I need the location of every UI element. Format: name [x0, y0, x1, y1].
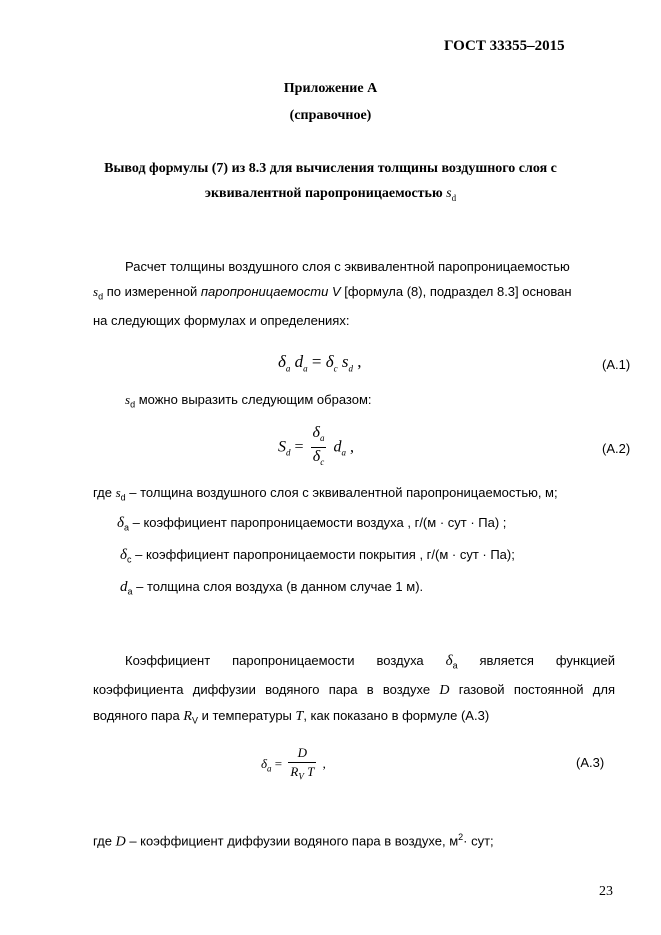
where-item-delta-c	[120, 547, 515, 565]
sd-symbol: s	[93, 283, 99, 299]
sd-subscript: d	[451, 192, 457, 203]
superscript: 2	[458, 832, 464, 842]
delta-symbol: δ	[278, 352, 286, 371]
fraction-denominator	[288, 763, 316, 786]
subscript: a	[303, 363, 308, 374]
intro-line-1: Расчет толщины воздушного слоя с эквивалентной паропроницаемостью	[125, 259, 570, 274]
where-item-d-a	[120, 579, 423, 597]
R-symbol: R	[183, 708, 192, 724]
sd-subscript: d	[98, 291, 104, 302]
where-text: – толщина слоя воздуха (в данном случае 1 м).	[132, 579, 424, 594]
subscript: a	[267, 763, 272, 774]
subscript: a	[452, 660, 458, 671]
fraction	[311, 424, 327, 471]
fraction-denominator	[311, 448, 327, 471]
para2-line-1	[93, 649, 615, 678]
where-text: – толщина воздушного слоя с эквивалентной паропроницаемостью, м;	[125, 485, 558, 500]
subscript: c	[333, 363, 338, 374]
D-symbol: D	[115, 834, 126, 850]
heading-text: эквивалентной паропроницаемостью	[204, 186, 447, 201]
sd-expression-line	[125, 392, 372, 410]
equation-a2	[278, 424, 354, 471]
heading-line-2	[0, 186, 661, 203]
comma: ,	[349, 438, 354, 456]
T-symbol: T	[307, 764, 315, 779]
subscript: d	[348, 363, 354, 374]
intro-line-3: на следующих формулах и определениях:	[93, 312, 350, 328]
intro-text: по измеренной	[103, 283, 201, 299]
para2-text: , как показано в формуле (A.3)	[303, 707, 490, 723]
para2-line-2	[93, 678, 615, 704]
comma: ,	[357, 352, 362, 371]
sd-symbol: s	[125, 392, 131, 407]
para2-text: коэффициента диффузии водяного пара в воздухе	[93, 682, 440, 698]
intro-italic-text: паропроницаемости V	[200, 283, 341, 299]
delta-symbol: δ	[117, 515, 124, 531]
subscript: V	[298, 771, 304, 782]
where-text: – коэффициент паропроницаемости покрытия , г/(м · сут · Па);	[131, 547, 515, 562]
where-item-sd	[93, 485, 558, 503]
heading-line-1: Вывод формулы (7) из 8.3 для вычисления толщины воздушного слоя с	[104, 161, 557, 176]
S-symbol: S	[278, 438, 286, 456]
para2-text: и температуры	[197, 707, 296, 723]
appendix-title: Приложение А	[283, 81, 378, 96]
where-text: · сут;	[463, 833, 494, 849]
subscript: a	[319, 433, 325, 444]
subscript: d	[120, 492, 126, 503]
delta-symbol: δ	[312, 448, 321, 466]
delta-symbol: δ	[261, 755, 268, 771]
delta-symbol: δ	[120, 547, 127, 563]
equals-sign: =	[294, 438, 304, 456]
intro-paragraph	[93, 255, 615, 333]
equation-a2-number: (A.2)	[602, 441, 631, 456]
intro-line-2	[93, 280, 615, 309]
document-standard-number: ГОСТ 33355–2015	[444, 38, 565, 54]
sd-line-text: можно выразить следующим образом:	[135, 392, 372, 407]
d-symbol: d	[294, 352, 304, 371]
where-item-delta-a	[117, 515, 506, 533]
d-symbol: d	[333, 438, 342, 456]
diffusion-paragraph	[93, 649, 615, 733]
where-item-D	[93, 832, 494, 850]
subscript: d	[286, 447, 291, 458]
para2-line-3	[93, 704, 615, 733]
T-symbol: T	[295, 708, 304, 724]
subscript: V	[191, 715, 198, 726]
equation-a3-number: (A.3)	[576, 755, 605, 770]
sd-subscript: d	[130, 399, 136, 410]
where-text: – коэффициент диффузии водяного пара в воздухе, м	[125, 833, 459, 849]
intro-text: [формула (8), подраздел 8.3] основан	[340, 283, 572, 299]
delta-symbol: δ	[445, 653, 453, 669]
sd-symbol: s	[446, 186, 452, 201]
subscript: c	[320, 457, 325, 468]
appendix-status: (справочное)	[289, 108, 372, 123]
equation-a3	[261, 744, 326, 786]
s-symbol: s	[341, 352, 349, 371]
para2-text: Коэффициент паропроницаемости воздуха	[125, 653, 446, 668]
where-lead: где	[93, 833, 116, 849]
page-number: 23	[599, 884, 613, 899]
sd-symbol: s	[115, 485, 121, 500]
para2-text: водяного пара	[93, 707, 184, 723]
para2-text: является функцией	[457, 653, 615, 668]
fraction-numerator: D	[288, 744, 316, 763]
subscript: a	[341, 447, 346, 458]
equation-a1-number: (A.1)	[602, 357, 631, 372]
d-symbol: d	[120, 579, 128, 595]
equals-sign: =	[311, 352, 322, 371]
equation-a1	[278, 352, 362, 373]
delta-symbol: δ	[325, 352, 334, 371]
subscript: a	[285, 363, 291, 374]
R-symbol: R	[290, 764, 299, 779]
para2-text: газовой постоянной для	[449, 682, 615, 698]
equals-sign: =	[274, 755, 283, 771]
subscript: a	[127, 586, 133, 597]
fraction	[288, 744, 316, 786]
subscript: a	[123, 522, 129, 533]
D-symbol: D	[439, 683, 450, 699]
fraction-numerator	[311, 424, 327, 448]
where-text: – коэффициент паропроницаемости воздуха , г/(м · сут · Па) ;	[129, 515, 507, 530]
subscript: c	[126, 554, 132, 565]
delta-symbol: δ	[312, 424, 320, 441]
where-lead: где	[93, 485, 116, 500]
comma: ,	[322, 755, 326, 771]
